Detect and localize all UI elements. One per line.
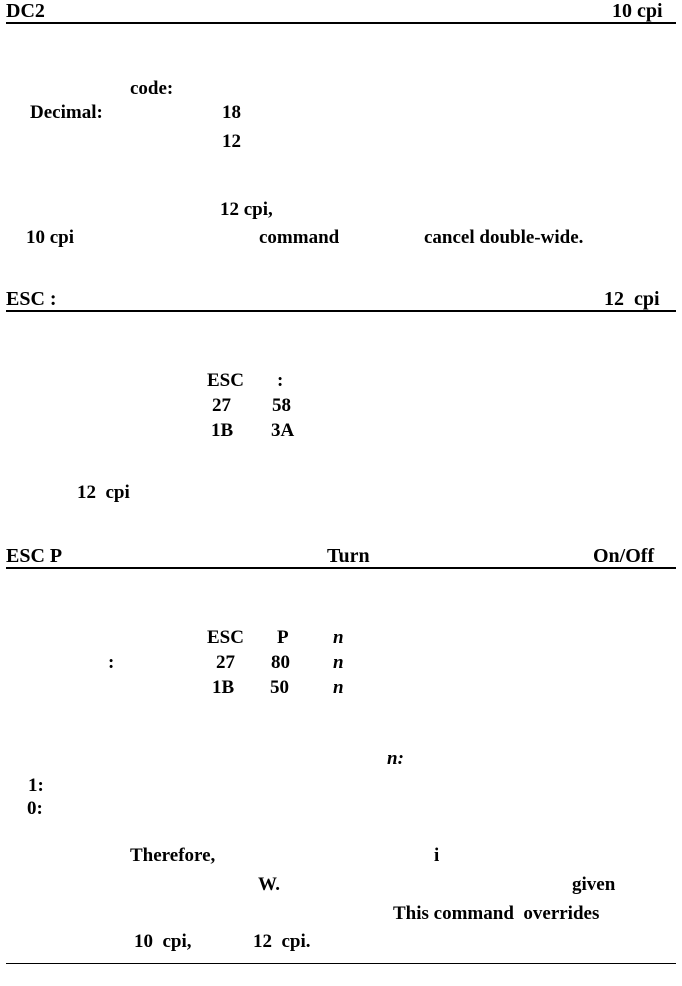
esc-p-note-10cpi: 10 cpi, bbox=[134, 931, 192, 952]
dc2-line-decimal-label: Decimal: bbox=[30, 102, 103, 123]
esc-colon-ascii-colon: : bbox=[277, 370, 284, 391]
esc-p-decimal-label-colon: : bbox=[108, 652, 115, 673]
esc-p-ascii-p: P bbox=[277, 627, 289, 648]
esc-p-dec-27: 27 bbox=[216, 652, 235, 673]
esc-colon-dec-58: 58 bbox=[272, 395, 291, 416]
esc-colon-hex-3a: 3A bbox=[271, 420, 295, 441]
dc2-note-cancel-double-wide: cancel double-wide. bbox=[424, 227, 584, 248]
esc-p-note-overrides: This command overrides bbox=[393, 903, 600, 924]
esc-p-param-n-ascii: n bbox=[333, 627, 344, 648]
esc-p-param-n-dec: n bbox=[333, 652, 344, 673]
esc-colon-dec-27: 27 bbox=[212, 395, 231, 416]
footer-rule bbox=[6, 963, 676, 964]
esc-p-param-n-heading: n: bbox=[387, 748, 404, 769]
dc2-note-10cpi: 10 cpi bbox=[26, 227, 75, 248]
esc-p-note-given: given bbox=[572, 874, 616, 895]
esc-colon-note-12cpi: 12 cpi bbox=[77, 482, 130, 503]
section-rule-dc2 bbox=[6, 22, 676, 24]
esc-p-value-1-label: 1: bbox=[28, 775, 44, 796]
dc2-code-hex-value: 12 bbox=[222, 131, 241, 152]
dc2-code-decimal-value: 18 bbox=[222, 102, 241, 123]
esc-p-value-0-label: 0: bbox=[27, 798, 43, 819]
section-header-esc-p-left: ESC P bbox=[6, 545, 63, 567]
dc2-note-12cpi: 12 cpi, bbox=[220, 199, 273, 220]
esc-p-ascii-esc: ESC bbox=[207, 627, 244, 648]
esc-colon-hex-1b: 1B bbox=[211, 420, 234, 441]
esc-p-hex-1b: 1B bbox=[212, 677, 235, 698]
esc-p-note-w: W. bbox=[258, 874, 281, 895]
section-rule-esc-colon bbox=[6, 310, 676, 312]
dc2-note-command: command bbox=[259, 227, 340, 248]
esc-p-note-i: i bbox=[434, 845, 440, 866]
section-header-esc-p-right: On/Off bbox=[593, 545, 655, 567]
section-header-esc-colon-right: 12 cpi bbox=[604, 288, 660, 310]
section-header-esc-p-mid: Turn bbox=[327, 545, 370, 567]
section-rule-esc-p bbox=[6, 567, 676, 569]
dc2-line-code-label: code: bbox=[130, 78, 174, 99]
esc-p-note-12cpi: 12 cpi. bbox=[253, 931, 311, 952]
section-header-dc2-left: DC2 bbox=[6, 0, 45, 22]
esc-p-note-therefore: Therefore, bbox=[130, 845, 216, 866]
esc-p-hex-50: 50 bbox=[270, 677, 289, 698]
section-header-esc-colon-left: ESC : bbox=[6, 288, 57, 310]
esc-p-dec-80: 80 bbox=[271, 652, 290, 673]
esc-p-param-n-hex: n bbox=[333, 677, 344, 698]
esc-colon-ascii-esc: ESC bbox=[207, 370, 244, 391]
section-header-dc2-right: 10 cpi bbox=[612, 0, 663, 22]
